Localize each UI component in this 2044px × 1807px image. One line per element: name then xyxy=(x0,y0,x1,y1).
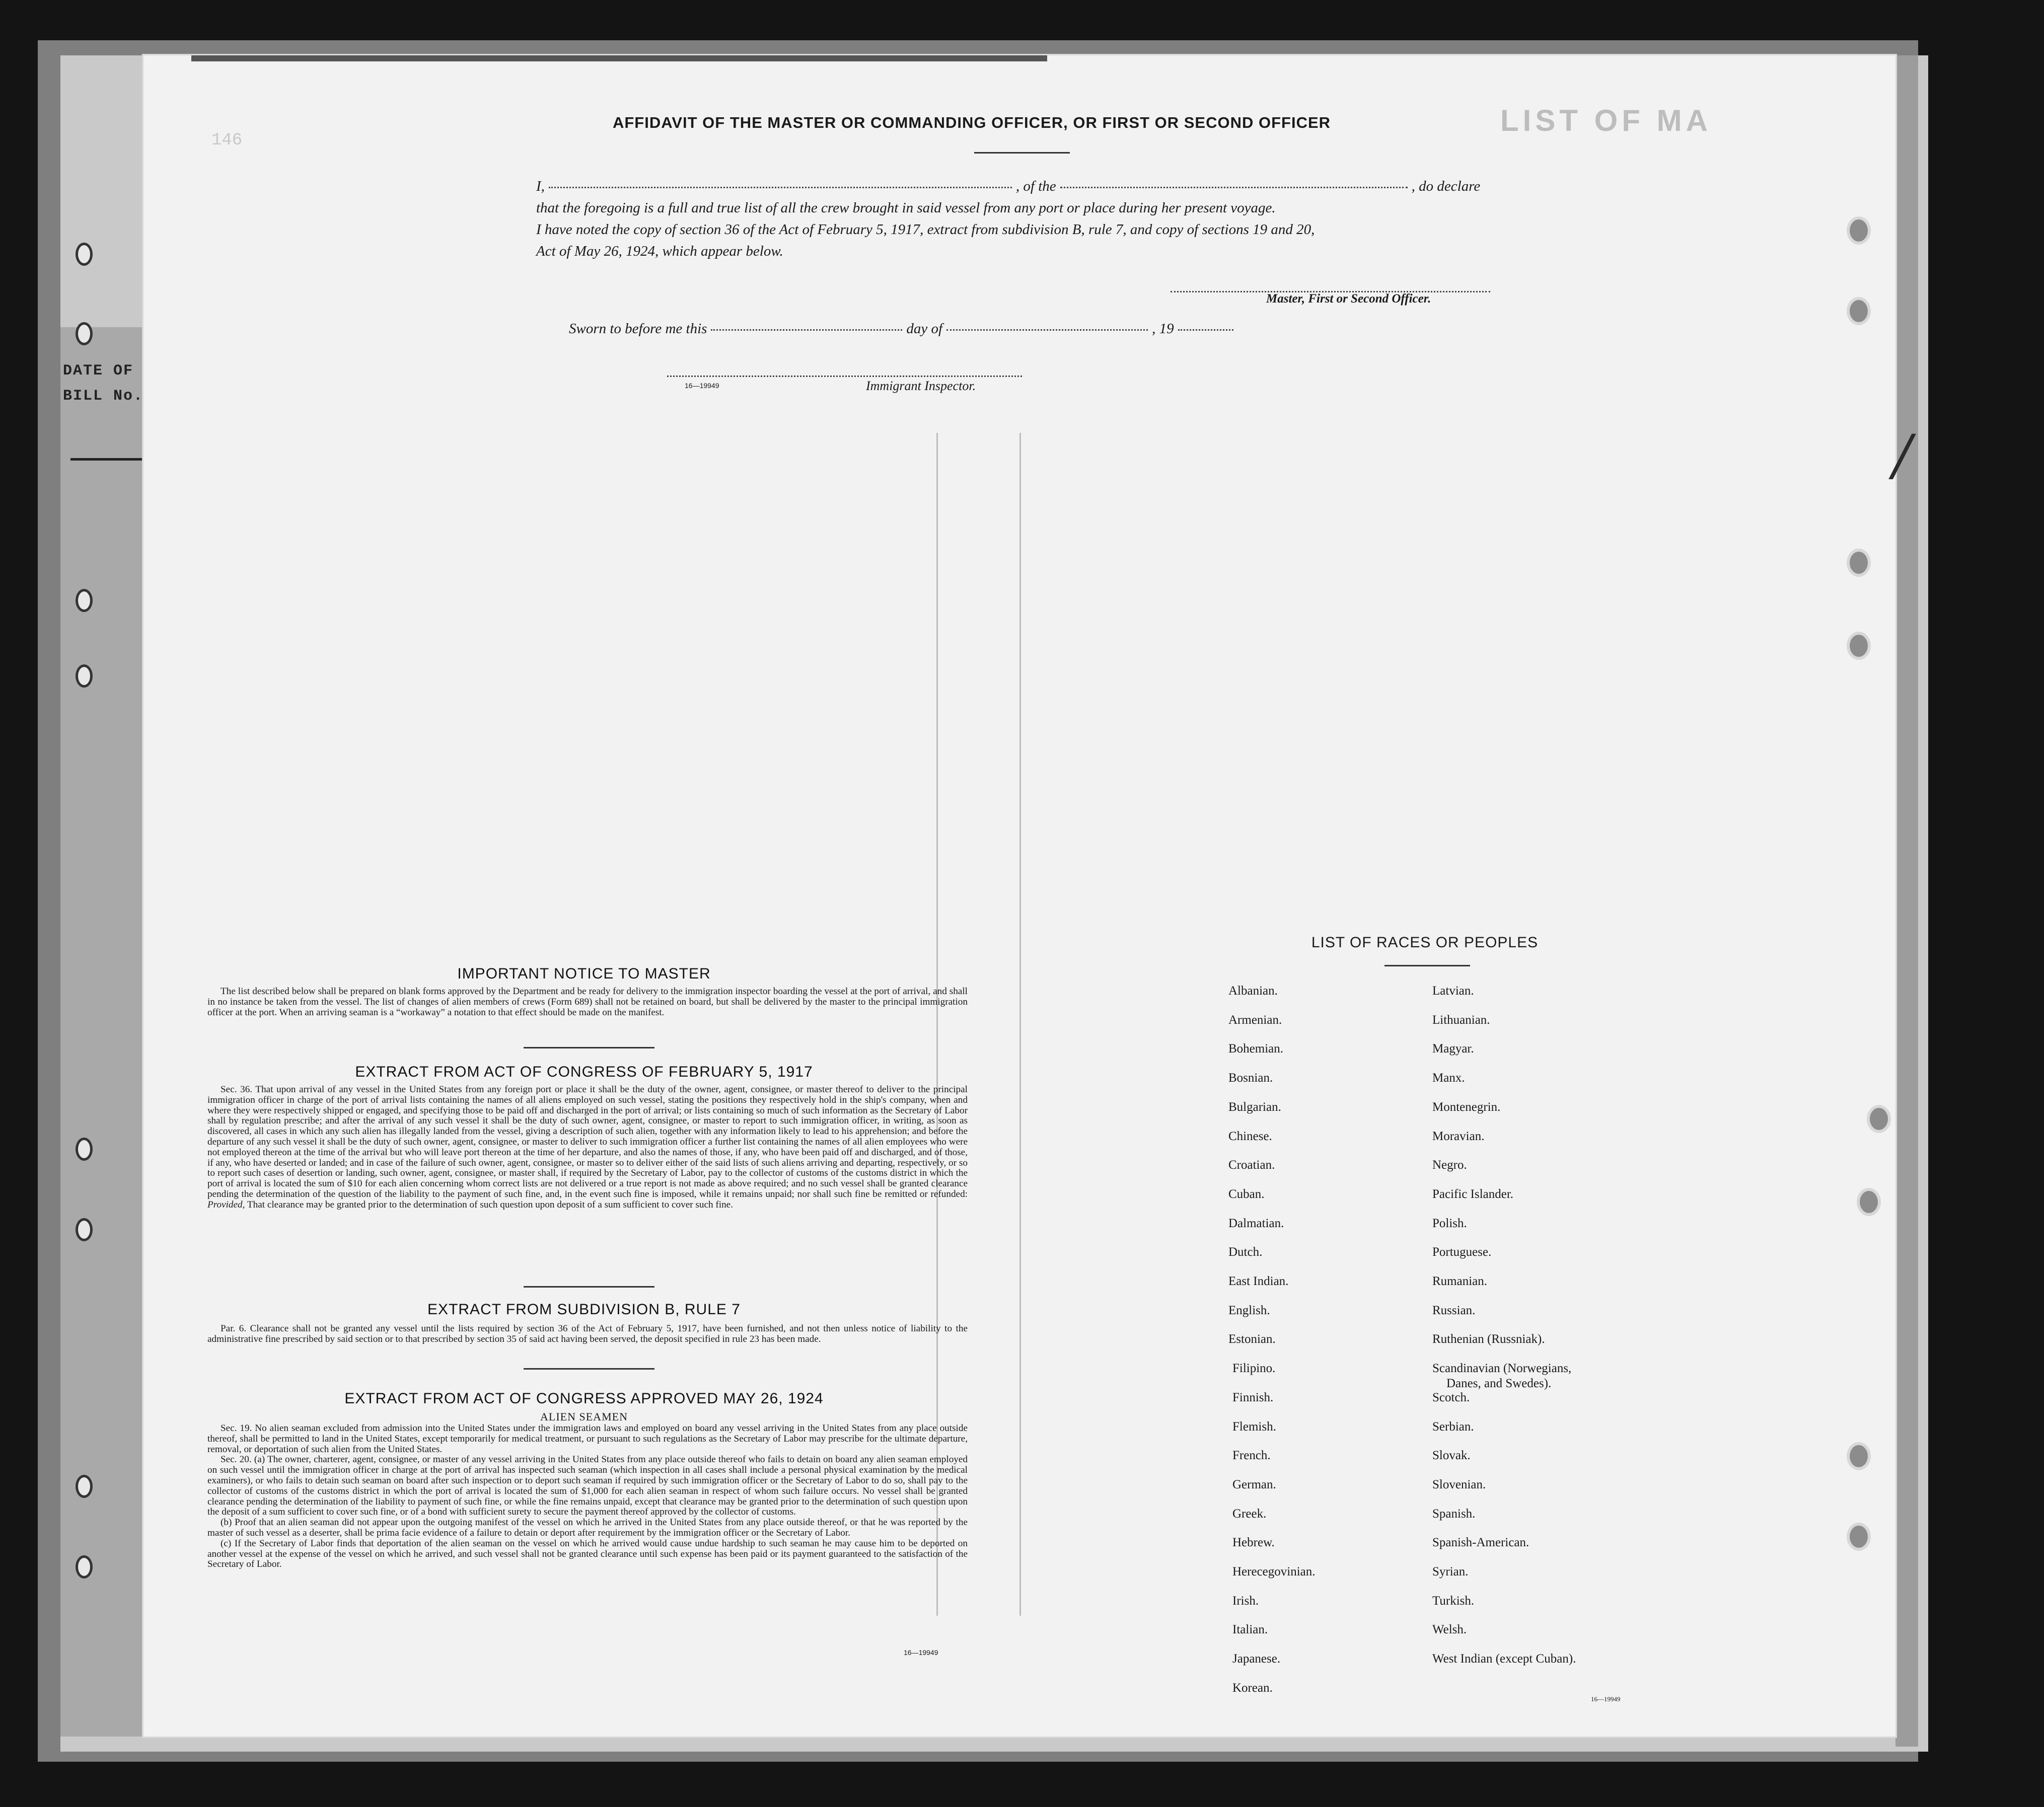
race-item: Dutch. xyxy=(1228,1245,1263,1259)
affidavit-i: I, xyxy=(536,178,545,194)
binder-hole-icon xyxy=(1867,1105,1891,1133)
sworn-line xyxy=(569,321,1237,337)
race-item: Russian. xyxy=(1432,1304,1476,1317)
race-item: German. xyxy=(1232,1478,1276,1491)
race-item: Danes, and Swedes). xyxy=(1446,1377,1552,1390)
race-item: Armenian. xyxy=(1228,1013,1282,1027)
notice-title: IMPORTANT NOTICE TO MASTER xyxy=(457,965,711,982)
binder-hole-icon xyxy=(76,1555,93,1578)
races-form-number: 16—19949 xyxy=(1591,1695,1621,1703)
divider xyxy=(524,1286,654,1288)
race-item: Magyar. xyxy=(1432,1042,1474,1056)
affidavit-declare: , do declare xyxy=(1411,178,1481,194)
race-item: Finnish. xyxy=(1232,1391,1274,1404)
inspector-signature-line[interactable] xyxy=(667,375,1022,377)
race-item: Moravian. xyxy=(1432,1130,1485,1143)
bill-label: BILL No. xyxy=(63,388,144,405)
extract-1924-title: EXTRACT FROM ACT OF CONGRESS APPROVED MAY 26, 1924 xyxy=(344,1390,824,1407)
race-item: Pacific Islander. xyxy=(1432,1187,1514,1201)
binder-hole-icon xyxy=(76,1218,93,1241)
binder-hole-icon xyxy=(1847,297,1871,325)
divider xyxy=(974,152,1070,154)
race-item: Cuban. xyxy=(1228,1187,1265,1201)
page-number: 146 xyxy=(211,131,243,150)
section-36-end: That clearance may be granted prior to the determination of such question upon deposit of a sum sufficient to cover such fine. xyxy=(247,1199,733,1210)
binder-hole-icon xyxy=(1857,1188,1881,1216)
binder-hole-icon xyxy=(76,1475,93,1498)
inspector-form-number: 16—19949 xyxy=(685,382,719,390)
extract-1917-title: EXTRACT FROM ACT OF CONGRESS OF FEBRUARY 5, 1917 xyxy=(355,1064,813,1080)
affidavit-title: AFFIDAVIT OF THE MASTER OR COMMANDING OFFICER, OR FIRST OR SECOND OFFICER xyxy=(612,114,1331,131)
section-20b-text: (b) Proof that an alien seaman did not appear upon the outgoing manifest of the vessel on which he arrived in the United States from any place outside thereof, or that he was reported by the master of such vessel as a deserter, shall be prima facie evidence of a failure to detain or deport after requirement by the immigration officer or the Secretary of Labor. xyxy=(207,1517,968,1538)
race-item: Bosnian. xyxy=(1228,1071,1273,1085)
race-item: Scotch. xyxy=(1432,1391,1470,1404)
officer-name-field[interactable] xyxy=(549,187,1012,188)
race-item: Ruthenian (Russniak). xyxy=(1432,1332,1545,1346)
provided-word: Provided, xyxy=(207,1199,245,1210)
sworn-text: Sworn to before me this xyxy=(569,321,707,337)
race-item: Dalmatian. xyxy=(1228,1217,1284,1230)
race-item: Chinese. xyxy=(1228,1130,1272,1143)
affidavit-of: , of the xyxy=(1015,178,1056,194)
race-item: Albanian. xyxy=(1228,984,1278,998)
section-19-text: Sec. 19. No alien seaman excluded from admission into the United States under the immigration laws and employed on board any vessel arriving in the United States from any place outside thereof, shall be permitted to land in the United States, except temporarily for medical treatment, or pursuant to such regulations as the Secretary of Labor may prescribe for the ultimate departure, removal, or deportation of such alien from the United States. xyxy=(207,1423,968,1455)
section-20c-text: (c) If the Secretary of Labor finds that deportation of the alien seaman on the vessel on which he arrived would cause undue hardship to such seaman he may cause him to be deported on another vessel at the expense of the vessel on which he arrived, and such vessel shall not be granted clearance until such expense has been paid or its payment guaranteed to the satisfaction of the Secretary of Labor. xyxy=(207,1538,968,1570)
binder-hole-icon xyxy=(1847,216,1871,245)
race-item: Polish. xyxy=(1432,1217,1467,1230)
underlying-sheet-edge xyxy=(60,327,143,1737)
race-item: Italian. xyxy=(1232,1623,1268,1636)
notice-body xyxy=(207,987,968,1018)
race-item: Japanese. xyxy=(1232,1652,1281,1666)
divider xyxy=(524,1368,654,1370)
race-item: Flemish. xyxy=(1232,1420,1276,1434)
alien-seamen-subtitle: ALIEN SEAMEN xyxy=(540,1410,628,1423)
binder-hole-icon xyxy=(76,589,93,612)
race-item: Scandinavian (Norwegians, xyxy=(1432,1362,1572,1375)
section-36-text: Sec. 36. That upon arrival of any vessel in the United States from any foreign port or place it shall be the duty of the owner, agent, consignee, or master thereof to deliver to the principal immigration officer in charge of the port of arrival lists containing the names of all aliens employed on such vessel, stating the positions they respectively hold in the ship's company, when and where they were respectively shipped or engaged, and specifying those to be paid off and discharged in the port of arrival; or lists containing so much of such information as the Secretary of Labor shall by regulation prescribe; and after the arrival of any such vessel it shall be the duty of such owner, agent, consignee, or master to report to such immigration officer, in writing, as soon as discovered, all cases in which any such alien has illegally landed from the vessel, giving a description of such alien, together with any information likely to lead to his apprehension; and before the departure of any such vessel it shall be the duty of such owner, agent, consignee, or master to deliver to such immigration officer a further list containing the names of all alien employees who were not employed thereon at the time of the arrival but who will leave port thereon at the time of her departure, and also the names of those, if any, who have been paid off and discharged, and of those, if any, who have deserted or landed; and in case of the failure of such owner, agent, consignee, or master so to deliver either of the said lists of such aliens arriving and departing, respectively, or so to report such cases of desertion or landing, such owner, agent, consignee, or master shall, if required by the Secretary of Labor, pay to the collector of customs of the customs district in which the port of arrival is located the sum of $10 for each alien concerning whom correct lists are not delivered or a true report is not made as above required; and no such vessel shall be granted clearance pending the determination of the question of the liability to the payment of such fine, and, in the event such fine is imposed, while it remains unpaid; nor shall such fine be remitted or refunded: xyxy=(207,1084,968,1199)
binder-hole-icon xyxy=(76,1138,93,1161)
race-item: Slovak. xyxy=(1432,1449,1471,1462)
race-item: Montenegrin. xyxy=(1432,1100,1501,1114)
race-item: Manx. xyxy=(1432,1071,1465,1085)
page-right-edge xyxy=(1895,55,1918,1747)
sworn-day-of: day of xyxy=(906,321,943,337)
handwritten-mark: / xyxy=(1893,423,1912,487)
race-item: Irish. xyxy=(1232,1594,1259,1608)
race-item: Latvian. xyxy=(1432,984,1474,998)
races-title: LIST OF RACES OR PEOPLES xyxy=(1311,934,1539,951)
race-item: Syrian. xyxy=(1432,1565,1469,1578)
form-number: 16—19949 xyxy=(904,1648,938,1657)
race-item: Spanish-American. xyxy=(1432,1536,1529,1549)
race-item: Negro. xyxy=(1432,1158,1467,1172)
rule-7-title: EXTRACT FROM SUBDIVISION B, RULE 7 xyxy=(427,1301,741,1318)
divider xyxy=(524,1047,654,1048)
section-20a-text: Sec. 20. (a) The owner, charterer, agent, consignee, or master of any vessel arriving in the United States from any place outside thereof who fails to detain on board any alien seaman employed on such vessel until the immigration officer in charge at the port of arrival has inspected such seaman (which inspection in all cases shall include a personal physical examination by the medical examiners), or who fails to detain such seaman on board after such inspection or to deport such seaman if required by such immigration officer or the Secretary of Labor to do so, shall pay to the collector of customs of the customs district in which the port of arrival is located the sum of $1,000 for each alien seaman in respect of whom such failure occurs. No vessel shall be granted clearance pending the determination of the liability to payment of such fine, or while the fine remains unpaid, except that clearance may be granted prior to the determination of such question upon the deposit of a sum sufficient to cover such fine, or of a bond with sufficient surety to secure the payment thereof approved by the collector of customs. xyxy=(207,1454,968,1518)
binder-hole-icon xyxy=(1847,549,1871,577)
affidavit-line-2: that the foregoing is a full and true list of all the crew brought in said vessel from any port or place during her present voyage. xyxy=(536,200,1276,216)
show-through-text: LIST OF MA xyxy=(1500,104,1712,137)
master-signature-label: Master, First or Second Officer. xyxy=(1266,292,1431,306)
date-label: DATE OF xyxy=(63,362,134,380)
race-item: Welsh. xyxy=(1432,1623,1467,1636)
race-item: Bulgarian. xyxy=(1228,1100,1281,1114)
affidavit-line-4: Act of May 26, 1924, which appear below. xyxy=(536,243,783,259)
race-item: Greek. xyxy=(1232,1507,1267,1521)
race-item: Turkish. xyxy=(1432,1594,1475,1608)
race-item: Filipino. xyxy=(1232,1362,1276,1375)
vessel-name-field[interactable] xyxy=(1060,187,1408,188)
race-item: West Indian (except Cuban). xyxy=(1432,1652,1576,1666)
binder-hole-icon xyxy=(1847,1523,1871,1551)
extract-1924-body xyxy=(207,1423,968,1570)
race-item: Bohemian. xyxy=(1228,1042,1284,1056)
sworn-month-field[interactable] xyxy=(946,329,1148,331)
binder-hole-icon xyxy=(1847,1442,1871,1470)
race-item: Portuguese. xyxy=(1432,1245,1492,1259)
rule-7-body xyxy=(207,1324,968,1345)
sworn-year-prefix: , 19 xyxy=(1152,321,1174,337)
race-item: English. xyxy=(1228,1304,1270,1317)
extract-1917-body xyxy=(207,1085,968,1211)
binder-hole-icon xyxy=(76,664,93,688)
inspector-label: Immigrant Inspector. xyxy=(866,379,976,393)
race-item: Hebrew. xyxy=(1232,1536,1275,1549)
affidavit-line-3: I have noted the copy of section 36 of the Act of February 5, 1917, extract from subdivision B, rule 7, and copy of sections 19 and 20, xyxy=(536,221,1315,238)
race-item: Herecegovinian. xyxy=(1232,1565,1316,1578)
sworn-day-field[interactable] xyxy=(711,329,902,331)
paragraph-6-text: Par. 6. Clearance shall not be granted any vessel until the lists required by section 36 of the Act of February 5, 1917, have been furnished, and not then unless notice of liability to the administrative fine prescribed by said section or to that prescribed by section 35 of said act having been served, the deposit specified in rule 23 has been made. xyxy=(207,1323,968,1344)
race-item: French. xyxy=(1232,1449,1271,1462)
race-item: Lithuanian. xyxy=(1432,1013,1490,1027)
binder-hole-icon xyxy=(76,322,93,345)
race-item: Serbian. xyxy=(1432,1420,1474,1434)
race-item: Rumanian. xyxy=(1432,1274,1488,1288)
race-item: Estonian. xyxy=(1228,1332,1276,1346)
race-item: East Indian. xyxy=(1228,1274,1289,1288)
show-through-rule xyxy=(1019,433,1021,1616)
divider xyxy=(1384,965,1470,966)
race-item: Croatian. xyxy=(1228,1158,1275,1172)
printer-imprint-strip xyxy=(191,55,1047,61)
notice-text: The list described below shall be prepared on blank forms approved by the Department and be ready for delivery to the immigration inspector boarding the vessel at the port of arrival, and shall in no instance be taken from the vessel. The list of changes of alien members of crews (Form 689) shall not be retained on board, but shall be delivered by the master to the principal immigration officer at the port. When an arriving seaman is a “workaway” a notation to that effect should be made on the manifest. xyxy=(207,986,968,1018)
race-item: Korean. xyxy=(1232,1681,1273,1695)
margin-rule xyxy=(70,458,146,461)
race-item: Spanish. xyxy=(1432,1507,1476,1521)
binder-hole-icon xyxy=(76,243,93,266)
race-item: Slovenian. xyxy=(1432,1478,1486,1491)
sworn-year-field[interactable] xyxy=(1178,329,1233,331)
binder-hole-icon xyxy=(1847,632,1871,660)
affidavit-declaration-line xyxy=(536,178,1480,195)
